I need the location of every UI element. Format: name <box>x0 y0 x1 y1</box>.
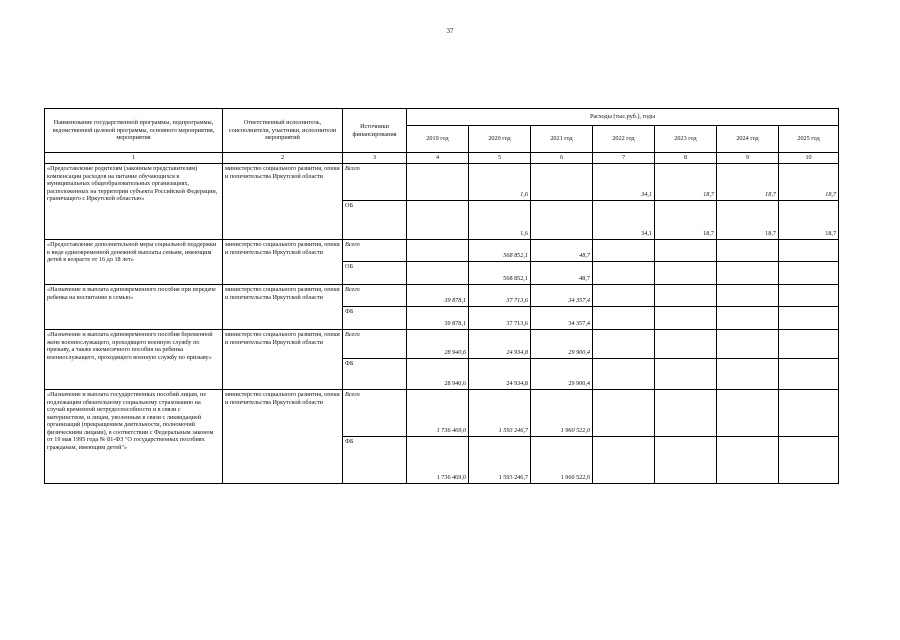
value-cell: 48,7 <box>531 240 593 262</box>
measure-executor: министерство социального развития, опеки и попечительства Иркутской области <box>223 164 343 240</box>
source-total: Всего <box>343 164 407 201</box>
source-sub: ОБ <box>343 201 407 240</box>
column-number: 6 <box>531 153 593 164</box>
value-cell: 34,1 <box>593 164 655 201</box>
value-cell <box>717 262 779 285</box>
source-sub: ФБ <box>343 437 407 484</box>
value-cell: 18,7 <box>717 164 779 201</box>
table-row-total <box>45 390 839 437</box>
table-row-total <box>45 164 839 201</box>
source-total: Всего <box>343 285 407 307</box>
column-number: 9 <box>717 153 779 164</box>
value-cell: 1,6 <box>469 201 531 240</box>
measure-name: «Назначение и выплата единовременного пособия беременной жене военнослужащего, проходящего военную службу по призыву, а также ежемесячного пособия на ребенка военнослужащего, проходящего военную службу по призыву» <box>45 330 223 390</box>
source-total: Всего <box>343 240 407 262</box>
column-number: 7 <box>593 153 655 164</box>
value-cell <box>531 164 593 201</box>
header-name: Наименование государственной программы, подпрограммы, ведомственной целевой программы, основного мероприятия, мероприятия <box>45 109 223 153</box>
value-cell <box>655 240 717 262</box>
header-year: 2024 год <box>717 126 779 153</box>
value-cell: 37 713,6 <box>469 285 531 307</box>
column-number: 1 <box>45 153 223 164</box>
value-cell: 28 940,6 <box>407 359 469 390</box>
value-cell <box>779 330 839 359</box>
value-cell <box>593 330 655 359</box>
value-cell: 34,1 <box>593 201 655 240</box>
column-number-row <box>45 153 839 164</box>
table-row-total <box>45 285 839 307</box>
value-cell: 28 940,6 <box>407 330 469 359</box>
header-year: 2019 год <box>407 126 469 153</box>
value-cell: 1 960 522,0 <box>531 390 593 437</box>
value-cell: 48,7 <box>531 262 593 285</box>
column-number: 10 <box>779 153 839 164</box>
value-cell <box>593 390 655 437</box>
budget-table <box>44 108 839 484</box>
value-cell <box>717 285 779 307</box>
source-sub: ФБ <box>343 359 407 390</box>
value-cell: 568 852,1 <box>469 240 531 262</box>
value-cell: 1,6 <box>469 164 531 201</box>
value-cell <box>655 307 717 330</box>
measure-executor: министерство социального развития, опеки и попечительства Иркутской области <box>223 240 343 285</box>
value-cell: 39 878,1 <box>407 285 469 307</box>
value-cell: 1 593 246,7 <box>469 437 531 484</box>
value-cell <box>717 359 779 390</box>
header-year: 2021 год <box>531 126 593 153</box>
value-cell <box>407 240 469 262</box>
header-year: 2025 год <box>779 126 839 153</box>
table-row-total <box>45 240 839 262</box>
value-cell <box>655 262 717 285</box>
measure-executor: министерство социального развития, опеки и попечительства Иркутской области <box>223 330 343 390</box>
header-executor: Ответственный исполнитель, соисполнители, участники, исполнители мероприятий <box>223 109 343 153</box>
value-cell: 34 357,4 <box>531 307 593 330</box>
value-cell <box>779 285 839 307</box>
measure-name: «Предоставление родителям (законным представителям) компенсации расходов на питание обучающихся в муниципальных общеобразовательных организациях, расположенных на территории субъекта Российской Федерации, граничащего с Иркутской областью» <box>45 164 223 240</box>
value-cell <box>593 307 655 330</box>
value-cell: 18,7 <box>655 164 717 201</box>
header-year: 2020 год <box>469 126 531 153</box>
header-year: 2022 год <box>593 126 655 153</box>
value-cell: 29 900,4 <box>531 330 593 359</box>
header-row-1 <box>45 109 839 126</box>
measure-name: «Назначение и выплата государственных пособий лицам, не подлежащим обязательному социальному страхованию на случай временной нетрудоспособности и в связи с материнством, и лицам, уволенным в связи с ликвидацией организаций (прекращением деятельности, полномочий физическими лицами), в соответствии с Федеральным законом от 19 мая 1995 года № 81-ФЗ "О государственных пособиях гражданам, имеющим детей"» <box>45 390 223 484</box>
source-total: Всего <box>343 330 407 359</box>
column-number: 3 <box>343 153 407 164</box>
header-expenses: Расходы (тыс.руб.), годы <box>407 109 839 126</box>
value-cell: 29 900,4 <box>531 359 593 390</box>
value-cell <box>655 390 717 437</box>
value-cell <box>655 359 717 390</box>
value-cell <box>717 307 779 330</box>
column-number: 5 <box>469 153 531 164</box>
value-cell <box>407 262 469 285</box>
value-cell: 34 357,4 <box>531 285 593 307</box>
value-cell <box>779 307 839 330</box>
column-number: 8 <box>655 153 717 164</box>
value-cell <box>779 390 839 437</box>
measure-executor: министерство социального развития, опеки и попечительства Иркутской области <box>223 390 343 484</box>
value-cell: 39 878,1 <box>407 307 469 330</box>
value-cell <box>655 437 717 484</box>
value-cell <box>779 240 839 262</box>
column-number: 2 <box>223 153 343 164</box>
value-cell <box>593 240 655 262</box>
value-cell: 1 593 246,7 <box>469 390 531 437</box>
table-row-total <box>45 330 839 359</box>
value-cell <box>407 164 469 201</box>
value-cell: 24 934,8 <box>469 330 531 359</box>
source-total: Всего <box>343 390 407 437</box>
value-cell <box>593 359 655 390</box>
value-cell <box>779 262 839 285</box>
value-cell <box>593 437 655 484</box>
measure-executor: министерство социального развития, опеки и попечительства Иркутской области <box>223 285 343 330</box>
value-cell: 18,7 <box>779 164 839 201</box>
value-cell: 24 934,8 <box>469 359 531 390</box>
value-cell: 18,7 <box>717 201 779 240</box>
header-year: 2023 год <box>655 126 717 153</box>
value-cell <box>407 201 469 240</box>
page-number: 37 <box>446 27 454 35</box>
value-cell <box>593 262 655 285</box>
measure-name: «Назначение и выплата единовременного пособия при передаче ребенка на воспитание в семью» <box>45 285 223 330</box>
value-cell <box>531 201 593 240</box>
source-sub: ОБ <box>343 262 407 285</box>
value-cell <box>593 285 655 307</box>
value-cell: 37 713,6 <box>469 307 531 330</box>
header-source: Источники финансирования <box>343 109 407 153</box>
value-cell: 18,7 <box>779 201 839 240</box>
value-cell <box>717 240 779 262</box>
measure-name: «Предоставление дополнительной меры социальной поддержки в виде единовременной денежной выплаты семьям, имеющим детей в возрасте от 16 до 18 лет» <box>45 240 223 285</box>
value-cell <box>779 437 839 484</box>
column-number: 4 <box>407 153 469 164</box>
value-cell <box>655 330 717 359</box>
value-cell: 1 960 522,0 <box>531 437 593 484</box>
value-cell <box>779 359 839 390</box>
value-cell <box>717 330 779 359</box>
value-cell: 568 852,1 <box>469 262 531 285</box>
source-sub: ФБ <box>343 307 407 330</box>
value-cell <box>717 437 779 484</box>
value-cell: 18,7 <box>655 201 717 240</box>
value-cell: 1 736 469,0 <box>407 390 469 437</box>
value-cell <box>717 390 779 437</box>
value-cell: 1 736 469,0 <box>407 437 469 484</box>
value-cell <box>655 285 717 307</box>
